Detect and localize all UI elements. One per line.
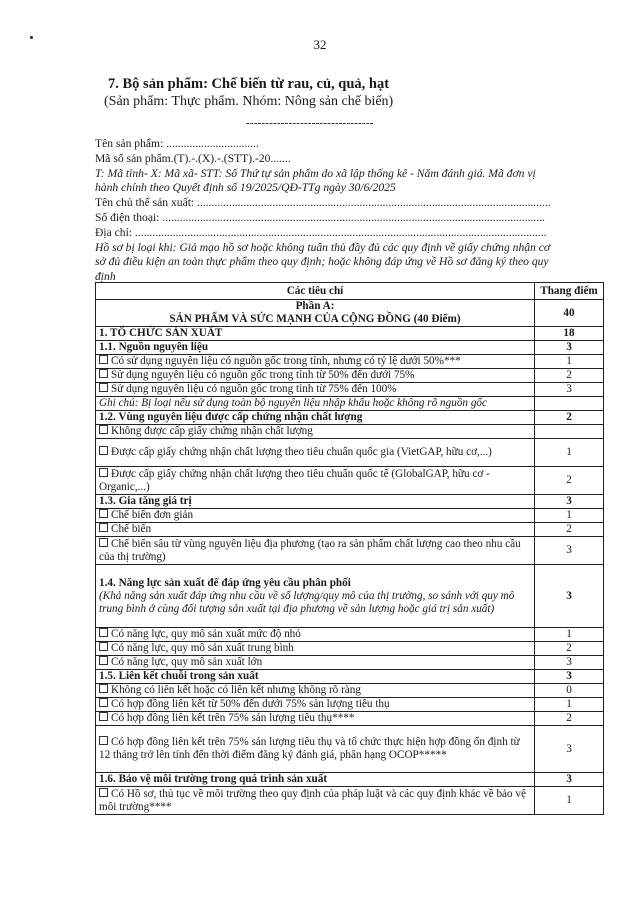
- part-a-row: [96, 300, 604, 327]
- table-row: [96, 341, 604, 355]
- table-row: [96, 656, 604, 670]
- part-a-title: Phần A:: [295, 300, 335, 312]
- criteria-cell: [96, 341, 535, 355]
- checkbox-icon[interactable]: [99, 788, 108, 797]
- criteria-text: 1.1. Nguồn nguyên liệu: [99, 341, 209, 353]
- disqualify-note: Hồ sơ bị loại khi: Giả mạo hồ sơ hoặc không tuân thủ đầy đủ các quy định về giấy chứng nhận cơ sở đủ điều kiện an toàn thực phẩm theo quy định; hoặc không đáp ứng về Hồ sơ đăng ký theo quy định: [95, 240, 551, 284]
- table-row: [96, 523, 604, 537]
- criteria-cell: [96, 642, 535, 656]
- address-field: Địa chỉ: ..............................................................................................................................................: [95, 225, 547, 239]
- criteria-cell: [96, 787, 535, 815]
- criteria-text: Có năng lực, quy mô sản xuất lớn: [111, 656, 263, 668]
- criteria-cell: [96, 397, 535, 411]
- score-cell: 18: [535, 327, 604, 341]
- criteria-cell: [96, 411, 535, 425]
- page-number: 32: [313, 37, 327, 52]
- checkbox-icon[interactable]: [99, 369, 108, 378]
- criteria-cell: [96, 467, 535, 495]
- checkbox-icon[interactable]: [99, 736, 108, 745]
- score-cell: [535, 425, 604, 439]
- score-cell: 3: [535, 495, 604, 509]
- criteria-text: 1.3. Gia tăng giá trị: [99, 495, 192, 507]
- table-row: [96, 369, 604, 383]
- score-cell: 1: [535, 698, 604, 712]
- criteria-cell: [96, 712, 535, 726]
- criteria-cell: [96, 495, 535, 509]
- checkbox-icon[interactable]: [99, 355, 108, 364]
- section-subtitle: (Sản phẩm: Thực phẩm. Nhóm: Nông sản chế biến): [104, 94, 394, 109]
- table-row: [96, 642, 604, 656]
- criteria-cell: [96, 726, 535, 773]
- table-row: [96, 425, 604, 439]
- score-cell: 3: [535, 656, 604, 670]
- criteria-cell: [96, 355, 535, 369]
- criteria-cell: [96, 684, 535, 698]
- criteria-text: Có hợp đồng liên kết trên 75% sản lượng tiêu thụ****: [111, 712, 355, 724]
- table-row: [96, 397, 604, 411]
- score-cell: 3: [535, 773, 604, 787]
- product-name-field: Tên sản phẩm: ................................: [95, 137, 259, 150]
- table-row: [96, 773, 604, 787]
- score-cell: 1: [535, 355, 604, 369]
- table-row: [96, 439, 604, 467]
- checkbox-icon[interactable]: [99, 712, 108, 721]
- score-cell: 1: [535, 509, 604, 523]
- score-cell: 3: [535, 341, 604, 355]
- checkbox-icon[interactable]: [99, 446, 108, 455]
- score-cell: 2: [535, 642, 604, 656]
- criteria-cell: [96, 523, 535, 537]
- table-row: [96, 684, 604, 698]
- criteria-cell: [96, 509, 535, 523]
- criteria-text: Có hợp đồng liên kết từ 50% đến dưới 75% sản lượng tiêu thụ: [111, 698, 390, 710]
- score-cell: 2: [535, 411, 604, 425]
- score-cell: 2: [535, 523, 604, 537]
- criteria-cell: [96, 656, 535, 670]
- criteria-text: Không được cấp giấy chứng nhận chất lượng: [111, 425, 313, 437]
- table-row: [96, 355, 604, 369]
- criteria-cell: [96, 670, 535, 684]
- criteria-text: Chế biến: [111, 523, 152, 535]
- criteria-text: Ghi chú: Bị loại nếu sử dụng toàn bộ nguyên liệu nhập khẩu hoặc không rõ nguồn gốc: [99, 397, 487, 409]
- criteria-text: Chế biến đơn giản: [111, 509, 194, 521]
- checkbox-icon[interactable]: [99, 468, 108, 477]
- criteria-cell: [96, 537, 535, 565]
- score-cell: 1: [535, 628, 604, 642]
- criteria-cell: [96, 439, 535, 467]
- criteria-cell: [96, 369, 535, 383]
- owner-field: Tên chủ thể sản xuất: ..........................................................................................................................: [95, 196, 551, 210]
- criteria-text: Có hợp đồng liên kết trên 75% sản lượng tiêu thụ và tổ chức thực hiện hợp đồng ổn định từ 12 tháng trở lên tính đến thời điểm đăng ký đánh giá, phân hạng OCOP*****: [99, 736, 520, 761]
- table-row: [96, 537, 604, 565]
- table-row: [96, 628, 604, 642]
- checkbox-icon[interactable]: [99, 509, 108, 518]
- table-row: [96, 698, 604, 712]
- table-row: [96, 327, 604, 341]
- score-cell: 3: [535, 537, 604, 565]
- criteria-text: 1.2. Vùng nguyên liệu được cấp chứng nhận chất lượng: [99, 411, 363, 423]
- table-row: [96, 712, 604, 726]
- header-criteria: Các tiêu chí: [96, 283, 535, 300]
- checkbox-icon[interactable]: [99, 684, 108, 693]
- criteria-text: 1.4. Năng lực sản xuất để đáp ứng yêu cầu phân phối: [99, 576, 351, 589]
- criteria-text: 1.5. Liên kết chuỗi trong sản xuất: [99, 670, 259, 682]
- phone-field: Số điện thoại: ....................................................................................................................................: [95, 210, 545, 224]
- score-cell: 1: [535, 787, 604, 815]
- checkbox-icon[interactable]: [99, 656, 108, 665]
- table-row: [96, 670, 604, 684]
- score-cell: 2: [535, 712, 604, 726]
- criteria-cell: [96, 773, 535, 787]
- table-row: [96, 495, 604, 509]
- score-cell: 3: [535, 670, 604, 684]
- code-note: T: Mã tỉnh- X: Mã xã- STT: Số Thứ tự sản phẩm do xã lập thống kê - Năm đánh giá. Mã đơn vị hành chính theo Quyết định số 19/2025/QĐ-TTg ngày 30/6/2025: [95, 166, 536, 195]
- criteria-note: (Khả năng sản xuất đáp ứng nhu cầu về số lượng/quy mô của thị trường, so sánh với quy mô trung bình ở cùng đối tượng sản xuất tại địa phương về sản lượng hoặc giá trị sản xuất): [99, 589, 515, 615]
- criteria-text: Được cấp giấy chứng nhận chất lượng theo tiêu chuẩn quốc gia (VietGAP, hữu cơ,...): [111, 446, 492, 458]
- criteria-table: [95, 282, 604, 815]
- product-code-field: Mã số sản phẩm.(T).-.(X).-.(STT).-20.......: [95, 151, 291, 165]
- table-row: [96, 383, 604, 397]
- checkbox-icon[interactable]: [99, 425, 108, 434]
- checkbox-icon[interactable]: [99, 642, 108, 651]
- criteria-text: 1.6. Bảo vệ môi trường trong quá trình sản xuất: [99, 773, 328, 785]
- score-cell: 1: [535, 439, 604, 467]
- table-row: [96, 411, 604, 425]
- table-row: [96, 467, 604, 495]
- score-cell: 3: [535, 565, 604, 628]
- criteria-cell: [96, 425, 535, 439]
- part-a-subtitle: SẢN PHẨM VÀ SỨC MẠNH CỦA CỘNG ĐỒNG (40 Điểm): [169, 313, 461, 325]
- criteria-cell: [96, 628, 535, 642]
- product-info-block: [95, 137, 555, 285]
- checkbox-icon[interactable]: [99, 698, 108, 707]
- checkbox-icon[interactable]: [99, 383, 108, 392]
- section-title: 7. Bộ sản phẩm: Chế biến từ rau, củ, quả, hạt: [108, 76, 390, 92]
- criteria-cell: [96, 698, 535, 712]
- criteria-cell: [96, 383, 535, 397]
- criteria-cell: [96, 565, 535, 628]
- criteria-text: Có sử dụng nguyên liệu có nguồn gốc trong tỉnh, nhưng có tỷ lệ dưới 50%***: [111, 355, 461, 367]
- part-a-score: 40: [535, 300, 604, 327]
- criteria-cell: [96, 327, 535, 341]
- header-score: Thang điểm: [535, 283, 604, 300]
- score-cell: 0: [535, 684, 604, 698]
- score-cell: 3: [535, 726, 604, 773]
- separator-line: ---------------------------------: [246, 117, 374, 129]
- table-row: [96, 509, 604, 523]
- criteria-text: Không có liên kết hoặc có liên kết nhưng không rõ ràng: [111, 684, 361, 696]
- criteria-text: Chế biến sâu từ vùng nguyên liệu địa phương (tạo ra sản phẩm chất lượng cao theo nhu cầu của thị trường): [99, 537, 521, 563]
- checkbox-icon[interactable]: [99, 538, 108, 547]
- part-a-title-cell: [96, 300, 535, 327]
- table-header-row: [96, 283, 604, 300]
- criteria-text: Có Hồ sơ, thủ tục về môi trường theo quy định của pháp luật và các quy định khác về bảo vệ môi trường****: [99, 787, 526, 813]
- table-row: [96, 565, 604, 628]
- criteria-text: 1. TỔ CHỨC SẢN XUẤT: [99, 327, 223, 339]
- criteria-text: Sử dụng nguyên liệu có nguồn gốc trong tỉnh từ 75% đến 100%: [111, 383, 397, 395]
- score-cell: 3: [535, 383, 604, 397]
- criteria-text: Có năng lực, quy mô sản xuất mức độ nhỏ: [111, 628, 301, 640]
- checkbox-icon[interactable]: [99, 628, 108, 637]
- criteria-text: Sử dụng nguyên liệu có nguồn gốc trong tỉnh từ 50% đến dưới 75%: [111, 369, 415, 381]
- table-row: [96, 787, 604, 815]
- criteria-text: Được cấp giấy chứng nhận chất lượng theo tiêu chuẩn quốc tế (GlobalGAP, hữu cơ - Organic,...): [99, 467, 490, 493]
- criteria-text: Có năng lực, quy mô sản xuất trung bình: [111, 642, 294, 654]
- score-cell: [535, 397, 604, 411]
- checkbox-icon[interactable]: [99, 523, 108, 532]
- table-row: [96, 726, 604, 773]
- score-cell: 2: [535, 467, 604, 495]
- score-cell: 2: [535, 369, 604, 383]
